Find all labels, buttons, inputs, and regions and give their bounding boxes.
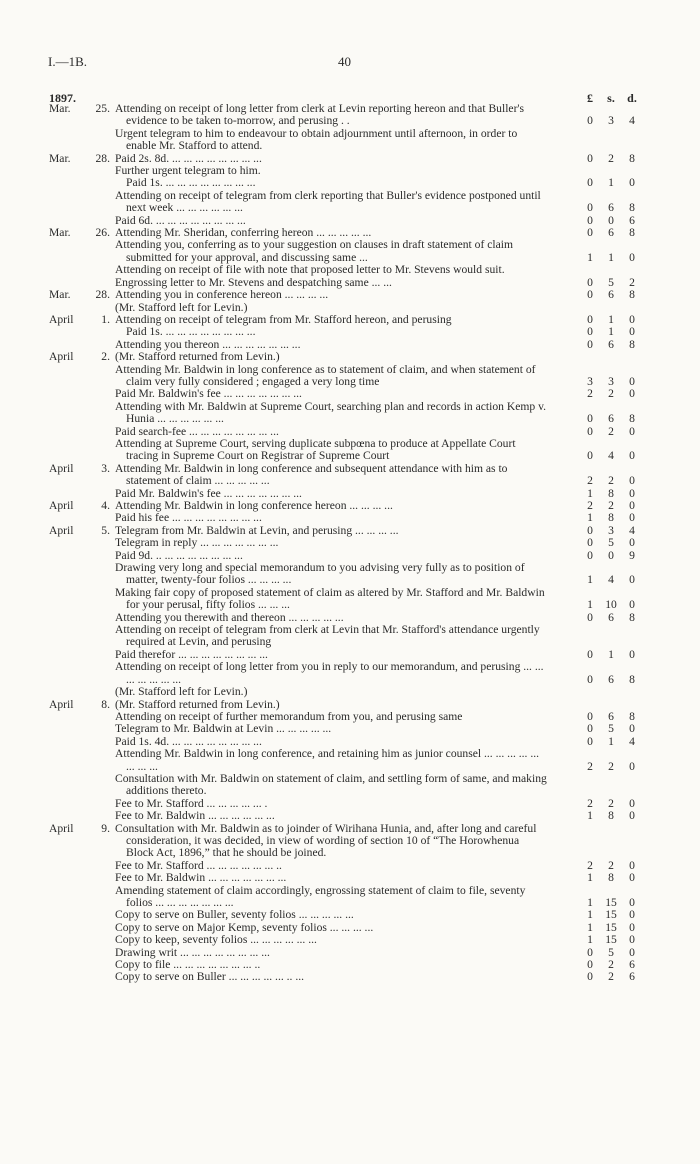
- entry-day: 26.: [95, 226, 110, 240]
- entry-row: [0, 773, 700, 798]
- amount-pence: 0: [629, 486, 635, 500]
- entry-amount: [580, 512, 644, 524]
- entry-amount: [580, 450, 644, 462]
- entry-description: Fee to Mr. Baldwin ... ... ... ... ... ... ...: [115, 871, 287, 885]
- amount-shillings: 6: [608, 709, 614, 723]
- amount-shillings: 6: [608, 201, 614, 215]
- amount-pounds: 0: [587, 288, 593, 302]
- entry-description: Attending on receipt of telegram from clerk at Levin that Mr. Stafford's attendance urgently required at Levin, and perusing: [115, 623, 540, 649]
- entry-amount: [580, 649, 644, 661]
- amount-shillings: 1: [608, 250, 614, 264]
- entry-amount: [580, 426, 644, 438]
- entry-description: Further urgent telegram to him.: [115, 164, 261, 178]
- amount-shillings: 6: [608, 337, 614, 351]
- entry-amount: [580, 934, 644, 946]
- entry-row: [0, 438, 700, 463]
- entry-row: [0, 810, 700, 822]
- entry-description: Attending you thereon ... ... ... ... ... ... ...: [115, 337, 301, 351]
- entry-amount: [580, 761, 644, 773]
- entry-description: Paid search-fee ... ... ... ... ... ... ... ...: [115, 424, 279, 438]
- amount-pence: 0: [629, 312, 635, 326]
- amount-pence: 4: [629, 523, 635, 537]
- entry-day: 9.: [101, 821, 110, 835]
- amount-pence: 0: [629, 387, 635, 401]
- amount-pence: 4: [629, 114, 635, 128]
- entry-amount: [580, 574, 644, 586]
- entry-description: Attending you therewith and thereon ... ... ... ... ...: [115, 610, 344, 624]
- amount-pence: 0: [629, 449, 635, 463]
- entry-row: [0, 364, 700, 389]
- entry-row: [0, 947, 700, 959]
- entry-description: Paid 1s. ... ... ... ... ... ... ... ...: [126, 176, 256, 190]
- amount-shillings: 15: [605, 896, 617, 910]
- entry-day: 28.: [95, 288, 110, 302]
- entry-amount: [580, 475, 644, 487]
- entry-month: Mar.: [49, 288, 71, 302]
- entry-month: April: [49, 350, 74, 364]
- entry-row: [0, 177, 700, 189]
- amount-pounds: 0: [587, 536, 593, 550]
- entry-description: Attending Mr. Baldwin in long conference hereon ... ... ... ...: [115, 499, 393, 512]
- amount-shillings: 3: [608, 374, 614, 388]
- entry-row: [0, 922, 700, 934]
- entry-description: Attending on receipt of telegram from Mr. Stafford hereon, and perusing: [115, 312, 452, 326]
- amount-pence: 0: [629, 796, 635, 810]
- amount-shillings: 4: [608, 449, 614, 463]
- amount-pounds: 1: [587, 809, 593, 823]
- entry-description: Attending Mr. Baldwin in long conference as to statement of claim, and when statement of claim very fully considered ; engaged a very long time: [115, 362, 536, 388]
- entry-amount: [580, 252, 644, 264]
- amount-pounds: 0: [587, 412, 593, 426]
- amount-shillings: 2: [608, 387, 614, 401]
- amount-shillings: 2: [608, 499, 614, 513]
- entry-row: [0, 351, 700, 363]
- entry-amount: [580, 326, 644, 338]
- amount-pounds: 0: [587, 449, 593, 463]
- entry-row: [0, 587, 700, 612]
- entry-row: [0, 190, 700, 215]
- amount-pounds: 0: [587, 151, 593, 165]
- amount-shillings: 5: [608, 722, 614, 736]
- amount-pence: 0: [629, 896, 635, 910]
- amount-pence: 0: [629, 424, 635, 438]
- amount-pounds: 0: [587, 114, 593, 128]
- amount-pence: 0: [629, 759, 635, 773]
- entry-description: Paid 2s. 8d. ... ... ... ... ... ... ... ...: [115, 151, 262, 165]
- entry-row: [0, 128, 700, 153]
- entry-description: Paid his fee ... ... ... ... ... ... ... ...: [115, 511, 262, 525]
- entry-amount: [580, 388, 644, 400]
- amount-pounds: 1: [587, 933, 593, 947]
- amount-pence: 0: [629, 474, 635, 488]
- entry-month: April: [49, 523, 74, 537]
- entry-amount: [580, 599, 644, 611]
- entry-row: [0, 909, 700, 921]
- amount-pounds: 2: [587, 858, 593, 872]
- amount-pence: 0: [629, 858, 635, 872]
- entry-description: (Mr. Stafford left for Levin.): [115, 300, 248, 314]
- page-number: 40: [338, 54, 351, 69]
- entry-description: Copy to serve on Buller, seventy folios ... ... ... ... ...: [115, 908, 354, 922]
- entry-amount: [580, 227, 644, 239]
- entry-amount: [580, 612, 644, 624]
- pence-heading: d.: [627, 91, 637, 105]
- entry-month: Mar.: [49, 102, 71, 115]
- entry-amount: [580, 537, 644, 549]
- entry-description: Telegram to Mr. Baldwin at Levin ... ... ... ... ...: [115, 722, 332, 736]
- entry-description: Telegram in reply ... ... ... ... ... ... ...: [115, 536, 279, 550]
- entry-description: Fee to Mr. Baldwin ... ... ... ... ... ...: [115, 809, 275, 823]
- entry-amount: [580, 413, 644, 425]
- entry-description: Copy to file ... ... ... ... ... ... ... ..: [115, 958, 261, 972]
- entry-description: Engrossing letter to Mr. Stevens and despatching same ... ...: [115, 275, 392, 289]
- amount-shillings: 5: [608, 536, 614, 550]
- entry-row: [0, 103, 700, 128]
- amount-shillings: 2: [608, 424, 614, 438]
- amount-shillings: 15: [605, 920, 617, 934]
- amount-pounds: 1: [587, 896, 593, 910]
- entry-month: April: [49, 821, 74, 835]
- amount-shillings: 5: [608, 945, 614, 959]
- amount-pence: 8: [629, 226, 635, 240]
- amount-pounds: 2: [587, 499, 593, 513]
- amount-pounds: 0: [587, 176, 593, 190]
- amount-shillings: 0: [608, 213, 614, 227]
- entry-amount: [580, 177, 644, 189]
- entry-description: (Mr. Stafford returned from Levin.): [115, 350, 280, 364]
- amount-shillings: 2: [608, 759, 614, 773]
- amount-shillings: 15: [605, 908, 617, 922]
- amount-pence: 0: [629, 536, 635, 550]
- entry-month: April: [49, 312, 74, 326]
- entry-amount: [580, 971, 644, 983]
- amount-pounds: 2: [587, 796, 593, 810]
- amount-shillings: 2: [608, 151, 614, 165]
- entry-day: 28.: [95, 151, 110, 165]
- entry-row: [0, 971, 700, 983]
- entry-row: [0, 512, 700, 524]
- amount-pounds: 0: [587, 548, 593, 562]
- entry-amount: [580, 736, 644, 748]
- amount-pounds: 0: [587, 523, 593, 537]
- amount-pounds: 0: [587, 709, 593, 723]
- entry-description: Fee to Mr. Stafford ... ... ... ... ... .: [115, 796, 268, 810]
- entry-month: April: [49, 461, 74, 475]
- entry-description: Paid 9d. .. ... ... ... ... ... ... ...: [115, 548, 243, 562]
- amount-shillings: 1: [608, 734, 614, 748]
- entry-month: Mar.: [49, 226, 71, 240]
- amount-pence: 6: [629, 958, 635, 972]
- entry-description: Attending on receipt of long letter from you in reply to our memorandum, and perusing ... ... ... ... ... ... ...: [115, 660, 544, 686]
- entry-day: 3.: [101, 461, 110, 475]
- amount-shillings: 4: [608, 573, 614, 587]
- entry-row: [0, 723, 700, 735]
- amount-shillings: 1: [608, 325, 614, 339]
- entry-description: Drawing very long and special memorandum to you advising very fully as to position of matter, twenty-four folios ... ... ... ...: [115, 561, 525, 587]
- amount-pence: 0: [629, 908, 635, 922]
- amount-pounds: 2: [587, 474, 593, 488]
- amount-pence: 8: [629, 709, 635, 723]
- entry-row: [0, 314, 700, 326]
- entry-amount: [580, 723, 644, 735]
- amount-pounds: 0: [587, 424, 593, 438]
- entry-description: Attending on receipt of file with note that proposed letter to Mr. Stevens would suit.: [115, 263, 505, 277]
- entry-row: [0, 711, 700, 723]
- amount-shillings: 3: [608, 523, 614, 537]
- amount-shillings: 8: [608, 511, 614, 525]
- entry-day: 2.: [101, 350, 110, 364]
- amount-pence: 0: [629, 933, 635, 947]
- entry-description: Attending at Supreme Court, serving duplicate subpœna to produce at Appellate Court tracing in Supreme Court on Registrar of Supreme Court: [115, 436, 516, 463]
- amount-pence: 0: [629, 920, 635, 934]
- amount-pounds: 0: [587, 945, 593, 959]
- entry-row: [0, 500, 700, 512]
- amount-pounds: 0: [587, 213, 593, 227]
- entry-description: Paid 6d. ... ... ... ... ... ... ... ...: [115, 213, 246, 227]
- amount-shillings: 10: [605, 598, 617, 612]
- amount-pence: 0: [629, 250, 635, 264]
- amount-shillings: 2: [608, 858, 614, 872]
- amount-pence: 6: [629, 213, 635, 227]
- amount-pence: 8: [629, 610, 635, 624]
- amount-pence: 0: [629, 374, 635, 388]
- entry-amount: [580, 674, 644, 686]
- entry-row: [0, 388, 700, 400]
- entry-description: Copy to keep, seventy folios ... ... ... ... ... ...: [115, 933, 317, 947]
- amount-pounds: 2: [587, 759, 593, 773]
- entry-month: Mar.: [49, 151, 71, 165]
- amount-pounds: 0: [587, 325, 593, 339]
- amount-pounds: 1: [587, 598, 593, 612]
- amount-shillings: 15: [605, 933, 617, 947]
- entry-row: [0, 562, 700, 587]
- entry-description: Paid 1s. 4d. ... ... ... ... ... ... ... ...: [115, 734, 262, 748]
- amount-pence: 0: [629, 176, 635, 190]
- amount-shillings: 8: [608, 809, 614, 823]
- amount-pounds: 0: [587, 337, 593, 351]
- entry-day: 4.: [101, 499, 110, 512]
- amount-pence: 2: [629, 275, 635, 289]
- pounds-heading: £: [587, 91, 593, 105]
- entry-row: [0, 872, 700, 884]
- entry-month: April: [49, 499, 74, 512]
- entry-row: [0, 239, 700, 264]
- entry-day: 1.: [101, 312, 110, 326]
- amount-pounds: 0: [587, 672, 593, 686]
- amount-pence: 8: [629, 201, 635, 215]
- amount-shillings: 2: [608, 958, 614, 972]
- amount-shillings: 0: [608, 548, 614, 562]
- amount-pounds: 0: [587, 275, 593, 289]
- amount-shillings: 6: [608, 672, 614, 686]
- entry-description: Drawing writ ... ... ... ... ... ... ... ...: [115, 945, 270, 959]
- entry-row: [0, 959, 700, 971]
- entry-amount: [580, 202, 644, 214]
- amount-shillings: 8: [608, 486, 614, 500]
- entry-description: Making fair copy of proposed statement of claim as altered by Mr. Stafford and Mr. Baldwin for your perusal, fifty folios ... ... ...: [115, 585, 545, 612]
- amount-pounds: 1: [587, 573, 593, 587]
- amount-pence: 0: [629, 722, 635, 736]
- amount-pounds: 1: [587, 511, 593, 525]
- amount-pounds: 0: [587, 312, 593, 326]
- entry-row: [0, 686, 700, 698]
- entry-amount: [580, 872, 644, 884]
- amount-pence: 9: [629, 548, 635, 562]
- shillings-heading: s.: [607, 91, 615, 105]
- entry-description: Paid Mr. Baldwin's fee ... ... ... ... ... ... ...: [115, 387, 302, 401]
- amount-pounds: 1: [587, 920, 593, 934]
- amount-shillings: 3: [608, 114, 614, 128]
- entry-amount: [580, 339, 644, 351]
- entry-month: April: [49, 697, 74, 711]
- entry-description: Consultation with Mr. Baldwin as to joinder of Wirihana Hunia, and, after long and careful consideration, it was decided, in view of wording of section 10 of “The Horowhenua Block Act, 1896,” that he should be joined.: [115, 821, 537, 860]
- amount-pence: 0: [629, 598, 635, 612]
- entry-row: [0, 885, 700, 910]
- entry-description: Attending Mr. Baldwin in long conference, and retaining him as junior counsel ... ... ... ... ... ... ... ...: [115, 747, 540, 773]
- amount-pence: 4: [629, 734, 635, 748]
- entry-amount: [580, 153, 644, 165]
- amount-pence: 0: [629, 573, 635, 587]
- amount-pounds: 0: [587, 647, 593, 661]
- amount-pounds: 0: [587, 958, 593, 972]
- amount-pence: 0: [629, 499, 635, 513]
- entry-description: Attending you, conferring as to your suggestion on clauses in draft statement of claim submitted for your approval, and discussing same ...: [115, 238, 513, 264]
- amount-pounds: 0: [587, 722, 593, 736]
- amount-pence: 0: [629, 809, 635, 823]
- amount-pounds: 3: [587, 374, 593, 388]
- entry-description: Consultation with Mr. Baldwin on statement of claim, and settling form of same, and making additions thereto.: [115, 771, 547, 798]
- entry-description: (Mr. Stafford returned from Levin.): [115, 697, 280, 711]
- entry-description: Paid therefor ... ... ... ... ... ... ... ...: [115, 647, 268, 661]
- amount-pounds: 0: [587, 226, 593, 240]
- amount-shillings: 6: [608, 610, 614, 624]
- page-header-reference: I.—1B.: [48, 54, 87, 69]
- amount-shillings: 2: [608, 474, 614, 488]
- amount-pence: 8: [629, 672, 635, 686]
- entry-description: Attending with Mr. Baldwin at Supreme Court, searching plan and records in action Kemp v. Hunia ... ... ... ... ... ...: [115, 399, 547, 426]
- entry-row: [0, 823, 700, 860]
- amount-shillings: 6: [608, 226, 614, 240]
- entry-day: 25.: [95, 102, 110, 115]
- entry-row: [0, 934, 700, 946]
- entry-row: [0, 860, 700, 872]
- amount-pence: 0: [629, 871, 635, 885]
- amount-pence: 8: [629, 412, 635, 426]
- entry-description: Amending statement of claim accordingly, engrossing statement of claim to file, seventy folios ... ... ... ... ... ... ...: [115, 883, 526, 909]
- entry-row: [0, 537, 700, 549]
- entry-amount: [580, 909, 644, 921]
- entry-description: Attending on receipt of telegram from clerk reporting that Buller's evidence postponed until next week ... ... ... ... ... ...: [115, 188, 541, 215]
- entry-row: [0, 289, 700, 301]
- amount-shillings: 8: [608, 871, 614, 885]
- entry-row: [0, 748, 700, 773]
- amount-pounds: 1: [587, 486, 593, 500]
- amount-shillings: 1: [608, 312, 614, 326]
- entry-row: [0, 153, 700, 165]
- amount-pounds: 1: [587, 250, 593, 264]
- amount-pence: 0: [629, 325, 635, 339]
- amount-pence: 0: [629, 945, 635, 959]
- amount-pounds: 0: [587, 970, 593, 984]
- entry-row: [0, 661, 700, 686]
- amount-shillings: 1: [608, 647, 614, 661]
- amount-shillings: 6: [608, 288, 614, 302]
- entry-day: 5.: [101, 523, 110, 537]
- entry-amount: [580, 810, 644, 822]
- entry-row: [0, 401, 700, 426]
- entry-description: Attending on receipt of long letter from clerk at Levin reporting hereon and that Buller's evidence to be taken to-morrow, and perusing . .: [115, 102, 525, 128]
- entry-amount: [580, 550, 644, 562]
- amount-pence: 6: [629, 970, 635, 984]
- entry-description: Attending Mr. Baldwin in long conference and subsequent attendance with him as to statement of claim ... ... ... ... ...: [115, 461, 508, 488]
- amount-pounds: 2: [587, 387, 593, 401]
- amount-pounds: 1: [587, 871, 593, 885]
- entry-row: [0, 525, 700, 537]
- entry-row: [0, 264, 700, 276]
- amount-pounds: 0: [587, 610, 593, 624]
- amount-shillings: 1: [608, 176, 614, 190]
- entry-description: Paid Mr. Baldwin's fee ... ... ... ... ... ... ...: [115, 486, 302, 500]
- entry-description: (Mr. Stafford left for Levin.): [115, 685, 248, 699]
- entry-row: [0, 326, 700, 338]
- entry-description: Paid 1s. ... ... ... ... ... ... ... ...: [126, 325, 256, 339]
- entry-row: [0, 624, 700, 649]
- entry-description: Urgent telegram to him to endeavour to obtain adjournment until afternoon, in order to enable Mr. Stafford to attend.: [115, 126, 518, 153]
- bill-of-costs-entries: [0, 103, 700, 984]
- amount-shillings: 5: [608, 275, 614, 289]
- amount-pence: 0: [629, 511, 635, 525]
- amount-pounds: 0: [587, 201, 593, 215]
- amount-pence: 8: [629, 151, 635, 165]
- amount-shillings: 2: [608, 970, 614, 984]
- entry-description: Fee to Mr. Stafford ... ... ... ... ... ... ..: [115, 858, 282, 872]
- amount-pounds: 0: [587, 734, 593, 748]
- year-heading: 1897.: [49, 91, 76, 105]
- entry-description: Telegram from Mr. Baldwin at Levin, and perusing ... ... ... ...: [115, 523, 399, 537]
- entry-row: [0, 463, 700, 488]
- amount-pence: 8: [629, 337, 635, 351]
- amount-shillings: 2: [608, 796, 614, 810]
- amount-pounds: 1: [587, 908, 593, 922]
- entry-amount: [580, 289, 644, 301]
- entry-description: Attending Mr. Sheridan, conferring hereon ... ... ... ... ...: [115, 226, 372, 240]
- amount-shillings: 6: [608, 412, 614, 426]
- entry-description: Attending on receipt of further memorandum from you, and perusing same: [115, 709, 463, 723]
- entry-row: [0, 798, 700, 810]
- entry-row: [0, 165, 700, 177]
- amount-pence: 0: [629, 647, 635, 661]
- entry-description: Copy to serve on Buller ... ... ... ... ... .. ...: [115, 970, 305, 984]
- entry-description: Attending you in conference hereon ... ... ... ...: [115, 288, 329, 302]
- amount-pence: 8: [629, 288, 635, 302]
- entry-description: Copy to serve on Major Kemp, seventy folios ... ... ... ...: [115, 920, 374, 934]
- entry-amount: [580, 115, 644, 127]
- entry-day: 8.: [101, 697, 110, 711]
